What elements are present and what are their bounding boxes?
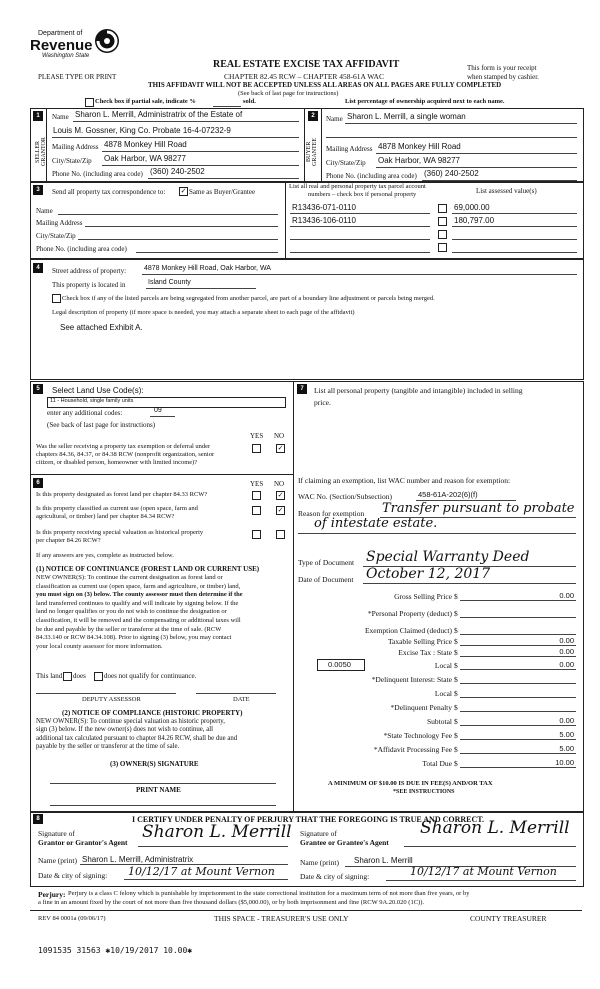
dollar-sign: $ <box>454 592 458 601</box>
seller-name-2[interactable]: Louis M. Gossner, King Co. Probate 16-4-07232-9 <box>53 126 231 135</box>
dollar-sign: $ <box>454 759 458 768</box>
doc-date-label: Date of Document <box>298 575 354 584</box>
claim-exemption-label: If claiming an exemption, list WAC number and reason for exemption: <box>298 476 511 485</box>
notice2-line: additional tax calculated pursuant to chapter 84.26 RCW, shall be due and <box>36 734 238 742</box>
calc-value-excise-state[interactable]: 0.00 <box>559 647 574 656</box>
calc-label-excise-state: Excise Tax : State <box>398 648 452 657</box>
notice1-line: NEW OWNER(S): To continue the current designation as forest land or <box>36 574 223 581</box>
dollar-sign: $ <box>454 717 458 726</box>
calc-label-delinq-penalty: *Delinquent Penalty <box>390 703 452 712</box>
notice1-title: (1) NOTICE OF CONTINUANCE (FOREST LAND OR CURRENT USE) <box>36 565 260 573</box>
value-line-2 <box>452 226 577 227</box>
additional-codes-label: enter any additional codes: <box>47 409 123 417</box>
perjury-label: Perjury: <box>38 890 66 899</box>
same-as-buyer-label: Same as Buyer/Grantee <box>189 188 256 196</box>
notice1-line: classification, it will be removed and the compensating or additional taxes will <box>36 616 241 624</box>
calc-label-delinq-local: Local <box>434 689 452 698</box>
seller-phone-label: Phone No. (including area code) <box>52 170 143 178</box>
buyer-name-label: Name <box>326 115 343 123</box>
seller-phone[interactable]: (360) 240-2502 <box>150 167 205 176</box>
calc-label-tech-fee: *State Technology Fee <box>383 731 452 740</box>
historic-yes-checkbox[interactable] <box>252 530 261 539</box>
grantor-date-label: Date & city of signing: <box>38 871 108 880</box>
value-header: List assessed value(s) <box>476 187 537 195</box>
historic-no-checkbox[interactable] <box>276 530 285 539</box>
section-number-5: 5 <box>33 384 43 394</box>
dollar-sign: $ <box>454 648 458 657</box>
dollar-sign: $ <box>454 703 458 712</box>
acct-line-4 <box>290 252 430 253</box>
deputy-date-label: DATE <box>233 696 250 703</box>
grantor-sig-label-1: Signature of <box>38 829 75 838</box>
seller-city-line <box>102 165 299 166</box>
s3-phone-label: Phone No. (including area code) <box>36 245 127 253</box>
notice1-line: 84.33.140 or RCW 84.34.108). Prior to signing (3) below, you may contact <box>36 634 232 642</box>
notice1-line: land transferred continues to qualify and will indicate by signing below. If the <box>36 599 239 607</box>
seller-name-label: Name <box>52 113 69 121</box>
calc-line <box>460 711 576 712</box>
calc-line <box>460 683 576 684</box>
forest-no-checkbox[interactable]: ✓ <box>277 491 284 499</box>
county-treasurer: COUNTY TREASURER <box>470 914 547 923</box>
street-line <box>142 274 577 275</box>
s5-yes-header: YES <box>250 432 264 440</box>
notice1-line: land no longer qualifies or you do not wish to continue the designation or <box>36 608 227 616</box>
personal-property-checkbox-4[interactable] <box>438 243 447 252</box>
section-number-4: 4 <box>33 263 43 273</box>
see-back-header: (See back of last page for instructions) <box>238 90 339 97</box>
rev-number: REV 84 0001a (09/06/17) <box>38 915 106 922</box>
calc-label-excise-local: Local <box>434 661 452 670</box>
dollar-sign: $ <box>454 745 458 754</box>
buyer-mail-line <box>376 153 577 154</box>
grantee-date-line <box>386 880 576 881</box>
buyer-side-label: BUYER GRANTEE <box>306 138 318 166</box>
calc-label-taxable: Taxable Selling Price <box>387 637 452 646</box>
calc-label-subtotal: Subtotal <box>426 717 452 726</box>
local-rate-value: 0.0050 <box>328 660 351 669</box>
personal-property-text-2: price. <box>314 398 331 407</box>
doc-type-value[interactable]: Special Warranty Deed <box>366 549 530 565</box>
buyer-city-label: City/State/Zip <box>326 159 366 167</box>
buyer-city-line <box>376 167 577 168</box>
seller-side-label: SELLER GRANTOR <box>35 137 47 167</box>
notice1-line: you must sign on (3) below. The county assessor must then determine if the <box>36 591 243 599</box>
doc-date-value[interactable]: October 12, 2017 <box>366 566 491 582</box>
print-name-line[interactable] <box>50 805 276 806</box>
dollar-sign: $ <box>454 689 458 698</box>
reason-label: Reason for exemption <box>298 509 365 518</box>
calc-value-gross[interactable]: 0.00 <box>559 591 574 600</box>
calc-line <box>460 617 576 618</box>
grantee-sig-line <box>404 846 576 847</box>
list-pct-label: List percentage of ownership acquired next to each name. <box>345 98 505 105</box>
perjury-text-2: a fine in an amount fixed by the court of not more than five thousand dollars ($5,000.00), or by both imprisonment and fine (RCW 9A.20.020 (1C)). <box>38 899 425 906</box>
does-checkbox[interactable] <box>63 672 72 681</box>
calc-value-processing-fee[interactable]: 5.00 <box>559 744 574 753</box>
calc-line <box>460 600 576 601</box>
deputy-line <box>36 693 176 694</box>
current-use-q-2: agricultural, or timber) land per chapter 84.34 RCW? <box>36 513 175 520</box>
forest-yes-checkbox[interactable] <box>252 491 261 500</box>
section-number-3: 3 <box>33 185 43 195</box>
land-use-title: Select Land Use Code(s): <box>52 386 144 395</box>
calc-line <box>460 767 576 768</box>
land-use-code: 11 - Household, single family units <box>50 398 134 404</box>
seller-city[interactable]: Oak Harbor, WA 98277 <box>104 154 186 163</box>
partial-sale-label: Check box if partial sale, indicate % <box>95 98 196 105</box>
s3-name-label: Name <box>36 207 53 215</box>
deputy-label: DEPUTY ASSESSOR <box>82 696 141 703</box>
notice1-line: your local county assessor for more information. <box>36 642 163 650</box>
section-number-2: 2 <box>308 111 318 121</box>
acct-line-1 <box>290 213 430 214</box>
wac-label: WAC No. (Section/Subsection) <box>298 492 392 501</box>
calc-value-subtotal[interactable]: 0.00 <box>559 716 574 725</box>
form-chapter: CHAPTER 82.45 RCW – CHAPTER 458-61A WAC <box>224 72 384 81</box>
grantee-name-label: Name (print) <box>300 858 339 867</box>
additional-codes-value[interactable]: 09 <box>154 407 162 414</box>
s3-name-line <box>58 214 278 215</box>
buyer-side-rule <box>321 108 322 181</box>
buyer-name-line-2 <box>326 137 577 138</box>
notice2-line: payable by the seller or transferor at the time of sale. <box>36 743 180 751</box>
does-not-checkbox[interactable] <box>94 672 103 681</box>
calc-line <box>460 753 576 754</box>
dollar-sign: $ <box>454 609 458 618</box>
historic-q-1: Is this property receiving special valuation as historical property <box>36 529 204 536</box>
notice2-line: NEW OWNER(S): To continue special valuation as historic property, <box>36 718 225 725</box>
county-value[interactable]: Island County <box>148 279 191 286</box>
value-line-4 <box>452 252 577 253</box>
acct-header-2: numbers – check box if personal property <box>308 191 417 198</box>
form-title: REAL ESTATE EXCISE TAX AFFIDAVIT <box>213 59 400 70</box>
owner-signature-label: (3) OWNER(S) SIGNATURE <box>110 760 199 768</box>
s6-yes-header: YES <box>250 480 264 488</box>
notice2-line: sign (3) below. If the new owner(s) does not wish to continue, all <box>36 726 213 734</box>
street-label: Street address of property: <box>52 267 127 275</box>
located-label: This property is located in <box>52 281 126 289</box>
section-number-6: 6 <box>33 478 43 488</box>
value-line-3 <box>452 239 577 240</box>
s5-no-header: NO <box>274 432 285 440</box>
calc-line <box>460 725 576 726</box>
seller-phone-line <box>148 178 299 179</box>
grantee-date-label: Date & city of signing: <box>300 872 370 881</box>
reason-value-2[interactable]: of intestate estate. <box>314 516 438 531</box>
dollar-sign: $ <box>454 637 458 646</box>
grantor-date-value[interactable]: 10/12/17 at Mount Vernon <box>128 865 275 878</box>
current-use-no-checkbox[interactable]: ✓ <box>277 506 284 514</box>
doc-date-line <box>363 583 576 584</box>
exempt-q2: chapters 84.36, 84.37, or 84.38 RCW (nonprofit organization, senior <box>36 451 215 458</box>
parcel-value-2[interactable]: 180,797.00 <box>454 216 495 225</box>
calc-value-taxable[interactable]: 0.00 <box>559 636 574 645</box>
notice2-title: (2) NOTICE OF COMPLIANCE (HISTORIC PROPERTY) <box>62 709 243 717</box>
partial-sale-line <box>213 106 241 107</box>
if-yes-note: If any answers are yes, complete as instructed below. <box>36 552 174 559</box>
s3-mail-line <box>85 226 278 227</box>
calc-value-total[interactable]: 10.00 <box>555 758 574 767</box>
parcel-acct-1[interactable]: R13436-071-0110 <box>292 203 356 212</box>
calc-value-excise-local[interactable]: 0.00 <box>559 660 574 669</box>
calc-label-delinq-state: *Delinquent Interest: State <box>371 675 452 684</box>
parcel-acct-2[interactable]: R13436-106-0110 <box>292 216 356 225</box>
calc-value-tech-fee[interactable]: 5.00 <box>559 730 574 739</box>
form-warning: THIS AFFIDAVIT WILL NOT BE ACCEPTED UNLESS ALL AREAS ON ALL PAGES ARE FULLY COMPLETED <box>148 81 502 89</box>
wac-value[interactable]: 458-61A-202(6)(f) <box>418 490 478 499</box>
grantor-signature[interactable]: Sharon L. Merrill <box>142 822 292 842</box>
dept-state: Washington State <box>42 53 90 59</box>
grantor-sig-label-2: Grantor or Grantor's Agent <box>38 838 128 847</box>
reason-line-2 <box>298 533 576 534</box>
dor-logo <box>30 26 130 64</box>
buyer-name[interactable]: Sharon L. Merrill, a single woman <box>347 112 466 121</box>
receipt-2: when stamped by cashier. <box>467 73 539 81</box>
seller-name-1[interactable]: Sharon L. Merrill, Administratrix of the Estate of <box>75 110 243 119</box>
exempt-yes-checkbox[interactable] <box>252 444 261 453</box>
s3-city-label: City/State/Zip <box>36 232 76 240</box>
exempt-q1: Was the seller receiving a property tax exemption or deferral under <box>36 443 211 450</box>
print-name-label: PRINT NAME <box>136 786 181 794</box>
section-number-7: 7 <box>297 384 307 394</box>
grantor-sig-line <box>138 846 288 847</box>
exempt-q3: citizen, or disabled person, homeowner with limited income)? <box>36 459 198 466</box>
dept-revenue: Revenue <box>30 37 93 54</box>
see-instructions-note: *SEE INSTRUCTIONS <box>393 789 455 795</box>
grantee-signature[interactable]: Sharon L. Merrill <box>420 818 570 838</box>
divider-1-2 <box>304 108 305 181</box>
s3-phone-line <box>136 252 278 253</box>
treasurer-space: THIS SPACE - TREASURER'S USE ONLY <box>214 914 349 923</box>
buyer-phone[interactable]: (360) 240-2502 <box>424 169 479 178</box>
buyer-mail-label: Mailing Address <box>326 145 373 153</box>
seller-mail-line <box>102 151 299 152</box>
grantee-sig-label-1: Signature of <box>300 829 337 838</box>
segregated-label: Check box if any of the listed parcels are being segregated from another parcel, are part of a boundary line adjustment or parcels being merged. <box>62 295 435 302</box>
notice1-line: be due and payable by the seller or transferor at the time of sale. (RCW <box>36 625 222 633</box>
buyer-city[interactable]: Oak Harbor, WA 98277 <box>378 156 460 165</box>
seller-name-line-1 <box>73 121 299 122</box>
send-correspondence-label: Send all property tax correspondence to: <box>52 188 166 196</box>
acct-header-1: List all real and personal property tax parcel account <box>289 183 426 190</box>
cashier-stamp: 1091535 31563 ✱10/19/2017 10.00✱ <box>38 946 193 955</box>
personal-property-checkbox-2[interactable] <box>438 217 447 226</box>
grantee-sig-label-2: Grantee or Grantee's Agent <box>300 838 389 847</box>
reason-value-1[interactable]: Transfer pursuant to probate <box>382 501 575 516</box>
seller-side-rule <box>46 108 47 181</box>
calc-label-processing-fee: *Affidavit Processing Fee <box>373 745 452 754</box>
exempt-no-checkbox[interactable]: ✓ <box>277 444 284 452</box>
does-not-label: does not qualify for continuance. <box>104 672 197 680</box>
seller-mail[interactable]: 4878 Monkey Hill Road <box>104 140 187 149</box>
section-5-7-divider <box>293 381 294 811</box>
current-use-yes-checkbox[interactable] <box>252 506 261 515</box>
additional-codes-line <box>150 416 175 417</box>
perjury-text-1: Perjury is a class C felony which is punishable by imprisonment in the state correctional institution for a maximum term of not more than five years, or by <box>68 890 470 897</box>
value-line-1 <box>452 213 577 214</box>
section-3-divider <box>285 181 286 258</box>
notice1-line: classification as current use (open space, farm and agriculture, or timber) land, <box>36 582 241 590</box>
receipt-1: This form is your receipt <box>467 64 537 72</box>
please-type: PLEASE TYPE OR PRINT <box>38 73 117 81</box>
calc-label-gross: Gross Selling Price <box>394 592 452 601</box>
calc-line <box>460 697 576 698</box>
minimum-due-note: A MINIMUM OF $10.00 IS DUE IN FEE(S) AND/OR TAX <box>328 780 493 787</box>
calc-label-total: Total Due <box>422 759 452 768</box>
personal-property-checkbox-1[interactable] <box>438 204 447 213</box>
historic-q-2: per chapter 84.26 RCW? <box>36 537 101 544</box>
s6-no-header: NO <box>274 480 285 488</box>
calc-line <box>460 645 576 646</box>
calc-line <box>460 669 576 670</box>
grantor-name-value[interactable]: Sharon L. Merrill, Administratrix <box>82 855 194 864</box>
calc-label-exemption: Exemption Claimed (deduct) <box>364 626 452 635</box>
seller-mail-label: Mailing Address <box>52 143 99 151</box>
seller-name-line-2 <box>52 137 299 138</box>
calc-line <box>460 656 576 657</box>
grantee-name-value[interactable]: Sharon L. Merrill <box>354 856 413 865</box>
section-4-box <box>30 258 584 380</box>
acct-line-3 <box>290 239 430 240</box>
s3-mail-label: Mailing Address <box>36 219 83 227</box>
calc-line <box>460 739 576 740</box>
current-use-q-1: Is this property classified as current use (open space, farm and <box>36 505 198 512</box>
certify-statement: I CERTIFY UNDER PENALTY OF PERJURY THAT THE FOREGOING IS TRUE AND CORRECT. <box>132 815 485 824</box>
this-land-label: This land <box>36 672 63 680</box>
grantor-name-label: Name (print) <box>38 856 77 865</box>
does-label: does <box>73 672 86 680</box>
section-number-8: 8 <box>33 814 43 824</box>
street-value[interactable]: 4878 Monkey Hill Road, Oak Harbor, WA <box>144 265 271 272</box>
deputy-date-line <box>196 693 276 694</box>
legal-label: Legal description of property (if more space is needed, you may attach a separate sheet to each page of the affidavit) <box>52 309 355 316</box>
forest-q: Is this property designated as forest land per chapter 84.33 RCW? <box>36 491 208 498</box>
segregated-checkbox[interactable] <box>52 294 61 303</box>
dollar-sign: $ <box>454 661 458 670</box>
buyer-mail[interactable]: 4878 Monkey Hill Road <box>378 142 461 151</box>
grantee-date-value[interactable]: 10/12/17 at Mount Vernon <box>410 865 557 878</box>
dollar-sign: $ <box>454 626 458 635</box>
section-number-1: 1 <box>33 111 43 121</box>
partial-sale-checkbox[interactable] <box>85 98 94 107</box>
notice1-body <box>36 574 243 651</box>
notice2-body <box>36 718 237 752</box>
owner-signature-line[interactable] <box>50 783 276 784</box>
buyer-phone-label: Phone No. (including area code) <box>326 172 417 180</box>
dollar-sign: $ <box>454 731 458 740</box>
s5-see-back: (See back of last page for instructions) <box>47 421 156 429</box>
doc-type-label: Type of Document <box>298 558 355 567</box>
dept-line1: Department of <box>38 30 83 37</box>
calc-line <box>460 634 576 635</box>
same-as-buyer-checkbox[interactable]: ✓ <box>180 187 187 195</box>
acct-line-2 <box>290 226 430 227</box>
personal-property-text-1: List all personal property (tangible and intangible) included in selling <box>314 386 523 395</box>
legal-value[interactable]: See attached Exhibit A. <box>60 323 143 332</box>
personal-property-checkbox-3[interactable] <box>438 230 447 239</box>
footer-rule <box>30 910 582 911</box>
parcel-value-1[interactable]: 69,000.00 <box>454 203 490 212</box>
logo-swirl-icon <box>92 26 122 56</box>
calc-label-personal: *Personal Property (deduct) <box>367 609 452 618</box>
sold-label: sold. <box>243 98 256 105</box>
county-line <box>146 288 256 289</box>
seller-city-label: City/State/Zip <box>52 157 92 165</box>
buyer-name-line <box>345 123 577 124</box>
dollar-sign: $ <box>454 675 458 684</box>
section-5-6-divider <box>30 474 293 475</box>
grantor-date-line <box>124 879 288 880</box>
s3-city-line <box>78 239 278 240</box>
